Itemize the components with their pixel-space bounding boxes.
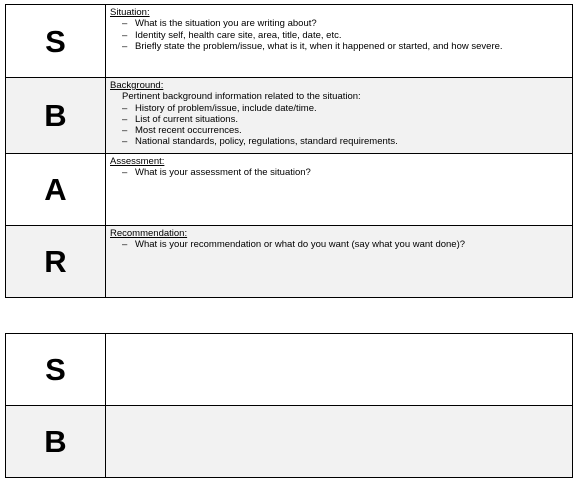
situation-content (106, 5, 572, 52)
sbar-row-assessment (6, 154, 573, 226)
background-content-cell (106, 78, 573, 154)
recommendation-heading: Recommendation: (110, 228, 188, 239)
dash-bullet: – (122, 102, 128, 114)
dash-bullet: – (122, 40, 128, 52)
background-letter: B (6, 78, 106, 154)
blank-situation-entry-cell[interactable] (106, 334, 573, 406)
bullet-text: List of current situations. (135, 113, 238, 125)
bullet-text: Most recent occurrences. (135, 125, 242, 137)
background-heading: Background: (110, 80, 164, 91)
sbar-blank-form-table (5, 333, 573, 478)
dash-bullet: – (122, 125, 128, 137)
bullet-text: What is your recommendation or what do you want (say what you want done)? (135, 239, 466, 251)
assessment-letter: A (6, 154, 106, 226)
bullet-text: National standards, policy, regulations, standard requirements. (135, 136, 398, 148)
blank-row-background (6, 406, 573, 478)
bullet-text: History of problem/issue, include date/time. (135, 102, 317, 114)
bullet-text: What is the situation you are writing about? (135, 18, 317, 30)
sbar-guide-table (5, 4, 573, 298)
list-item (110, 167, 572, 178)
list-item (110, 239, 572, 250)
dash-bullet: – (122, 113, 128, 125)
recommendation-content (106, 226, 572, 251)
dash-bullet: – (122, 29, 128, 41)
background-content (106, 78, 572, 148)
list-item (110, 41, 572, 52)
situation-heading: Situation: (110, 7, 150, 18)
dash-bullet: – (122, 167, 128, 179)
list-item (110, 136, 572, 147)
sbar-row-background (6, 78, 573, 154)
sbar-row-situation (6, 5, 573, 78)
assessment-heading: Assessment: (110, 156, 165, 167)
list-item (110, 18, 572, 29)
list-item (110, 30, 572, 41)
dash-bullet: – (122, 239, 128, 251)
blank-row-situation (6, 334, 573, 406)
assessment-content (106, 154, 572, 179)
bullet-text: What is your assessment of the situation? (135, 167, 311, 179)
list-item (110, 125, 572, 136)
sbar-row-recommendation (6, 226, 573, 298)
situation-letter: S (6, 5, 106, 78)
recommendation-content-cell (106, 226, 573, 298)
blank-background-letter: B (6, 406, 106, 478)
bullet-text: Identity self, health care site, area, title, date, etc. (135, 29, 342, 41)
dash-bullet: – (122, 136, 128, 148)
bullet-text: Briefly state the problem/issue, what is it, when it happened or started, and how severe. (135, 40, 503, 52)
recommendation-letter: R (6, 226, 106, 298)
blank-situation-letter: S (6, 334, 106, 406)
background-intro: Pertinent background information related to the situation: (122, 91, 361, 103)
background-bullet-list (110, 103, 572, 148)
dash-bullet: – (122, 18, 128, 30)
assessment-bullet-list (110, 167, 572, 178)
situation-bullet-list (110, 18, 572, 52)
list-item (110, 114, 572, 125)
recommendation-bullet-list (110, 239, 572, 250)
situation-content-cell (106, 5, 573, 78)
list-item (110, 103, 572, 114)
blank-background-entry-cell[interactable] (106, 406, 573, 478)
assessment-content-cell (106, 154, 573, 226)
